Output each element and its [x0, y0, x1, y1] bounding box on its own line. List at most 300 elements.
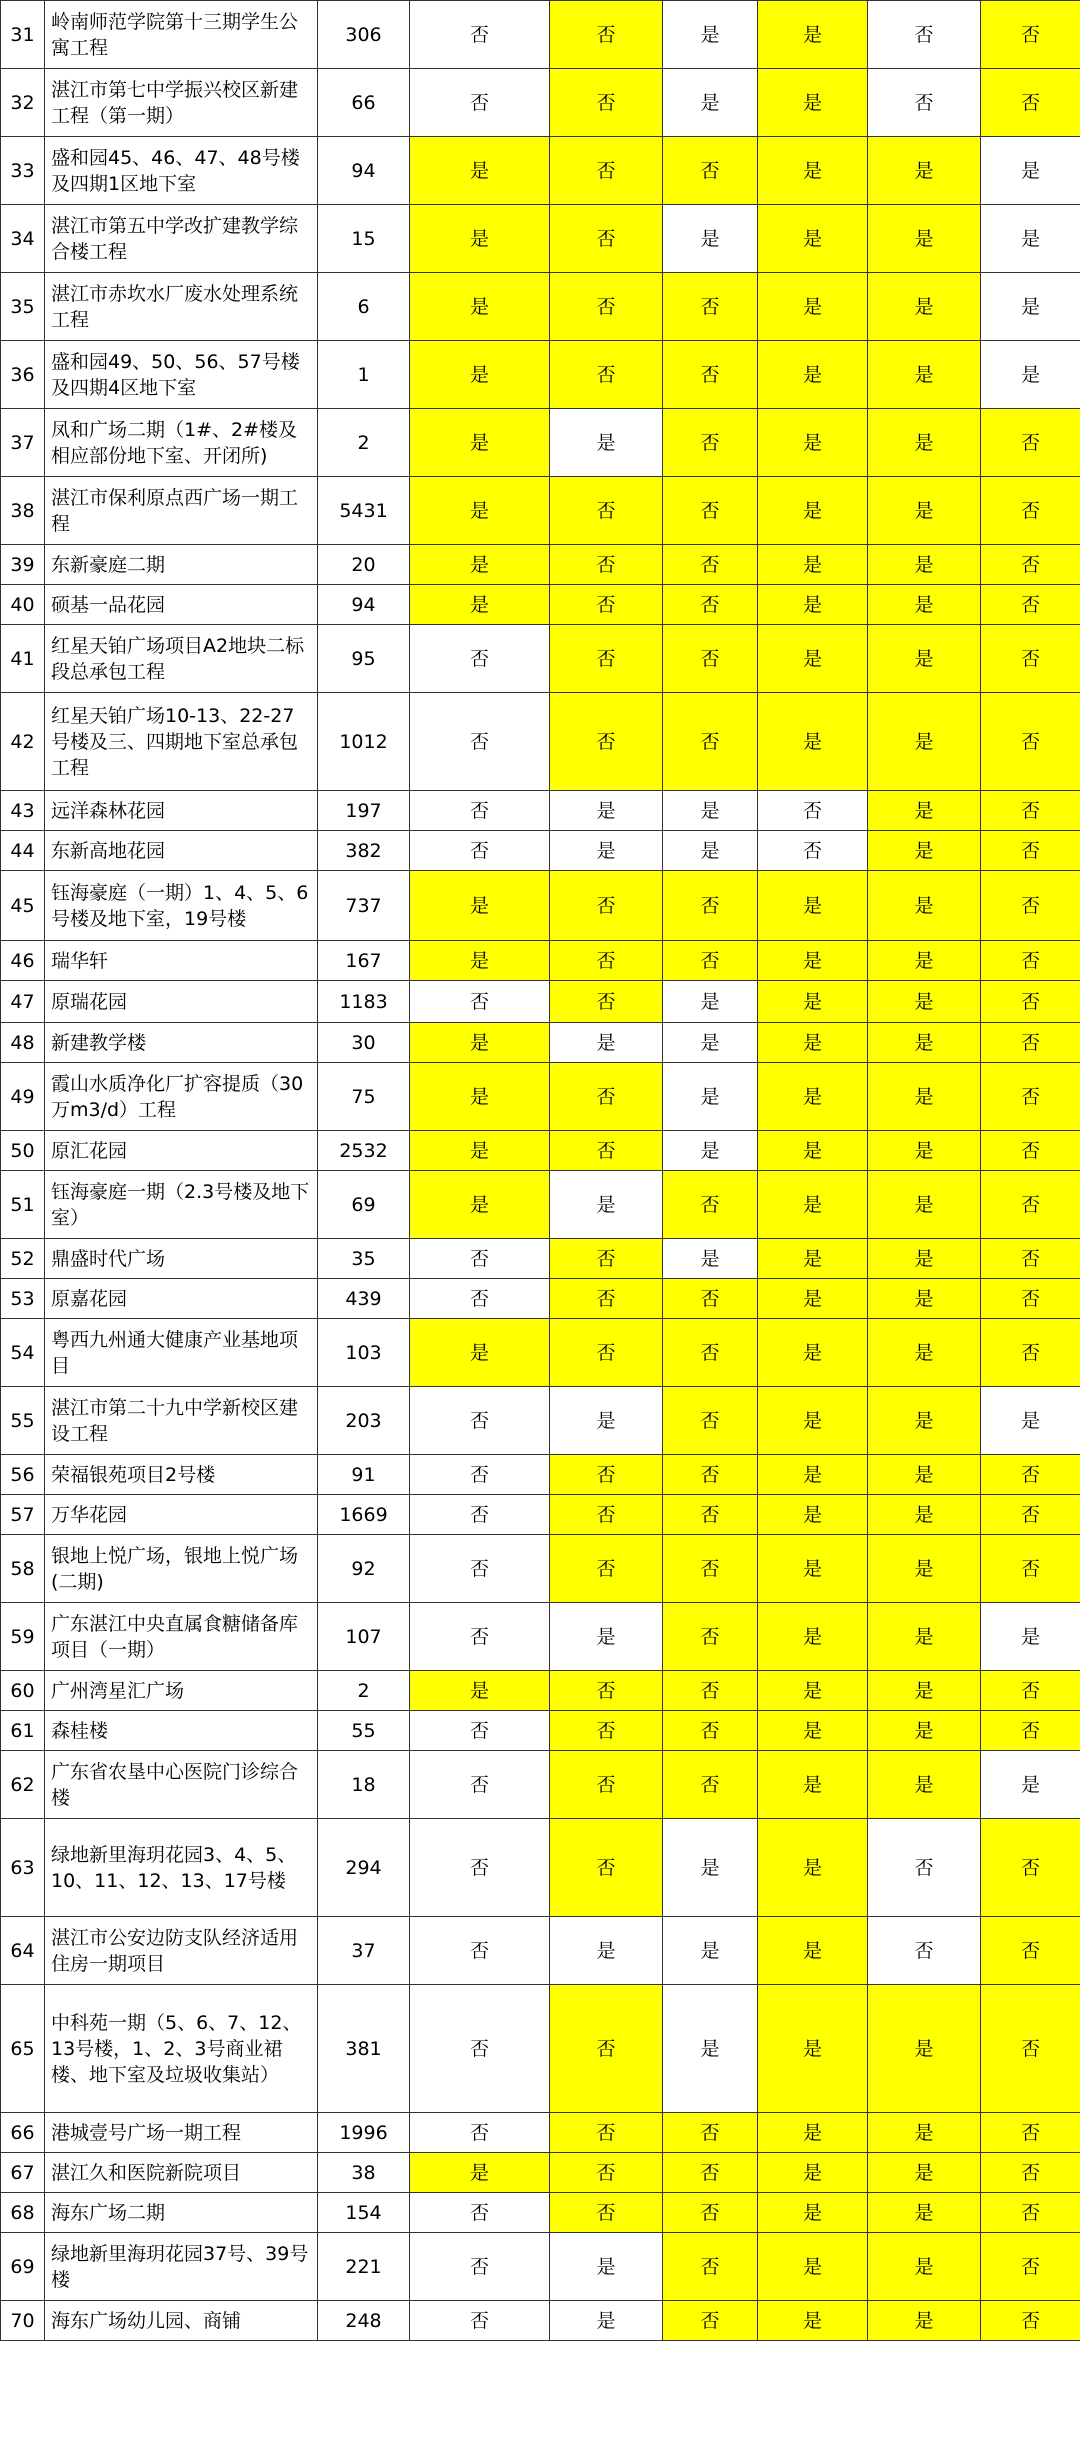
row-number-cell: 33 — [1, 137, 45, 205]
flag-cell: 否 — [410, 693, 550, 791]
row-number-cell: 34 — [1, 205, 45, 273]
flag-cell: 是 — [550, 1387, 663, 1455]
flag-cell: 否 — [981, 1711, 1080, 1751]
flag-cell: 否 — [550, 871, 663, 941]
flag-cell: 否 — [981, 1131, 1080, 1171]
flag-cell: 是 — [758, 1455, 868, 1495]
flag-cell: 否 — [410, 1819, 550, 1917]
flag-cell: 否 — [550, 1495, 663, 1535]
flag-cell: 是 — [868, 137, 981, 205]
flag-cell: 是 — [868, 205, 981, 273]
flag-cell: 否 — [868, 1917, 981, 1985]
flag-cell: 是 — [410, 2153, 550, 2193]
flag-cell: 否 — [410, 981, 550, 1023]
count-cell: 382 — [318, 831, 410, 871]
flag-cell: 否 — [981, 1239, 1080, 1279]
project-name-cell: 凤和广场二期（1#、2#楼及相应部份地下室、开闭所) — [45, 409, 318, 477]
count-cell: 381 — [318, 1985, 410, 2113]
table-row — [1, 791, 1080, 831]
flag-cell: 是 — [758, 1917, 868, 1985]
table-row — [1, 941, 1080, 981]
project-name-cell: 新建教学楼 — [45, 1023, 318, 1063]
flag-cell: 否 — [410, 2113, 550, 2153]
project-name-cell: 远洋森林花园 — [45, 791, 318, 831]
flag-cell: 是 — [758, 2153, 868, 2193]
flag-cell: 是 — [410, 585, 550, 625]
flag-cell: 是 — [410, 545, 550, 585]
flag-cell: 否 — [550, 2113, 663, 2153]
table-row — [1, 585, 1080, 625]
flag-cell: 是 — [663, 1063, 758, 1131]
flag-cell: 是 — [758, 1279, 868, 1319]
flag-cell: 是 — [758, 871, 868, 941]
flag-cell: 是 — [868, 1279, 981, 1319]
count-cell: 1183 — [318, 981, 410, 1023]
count-cell: 107 — [318, 1603, 410, 1671]
count-cell: 35 — [318, 1239, 410, 1279]
table-row — [1, 409, 1080, 477]
row-number-cell: 57 — [1, 1495, 45, 1535]
table-row — [1, 981, 1080, 1023]
flag-cell: 否 — [663, 1387, 758, 1455]
row-number-cell: 36 — [1, 341, 45, 409]
flag-cell: 是 — [550, 831, 663, 871]
count-cell: 55 — [318, 1711, 410, 1751]
table-row — [1, 1319, 1080, 1387]
flag-cell: 否 — [410, 1495, 550, 1535]
flag-cell: 否 — [550, 2193, 663, 2233]
flag-cell: 否 — [981, 1023, 1080, 1063]
row-number-cell: 67 — [1, 2153, 45, 2193]
table-row — [1, 1819, 1080, 1917]
flag-cell: 是 — [410, 1063, 550, 1131]
flag-cell: 否 — [663, 1671, 758, 1711]
row-number-cell: 41 — [1, 625, 45, 693]
flag-cell: 否 — [981, 831, 1080, 871]
project-name-cell: 湛江市第七中学振兴校区新建工程（第一期） — [45, 69, 318, 137]
project-name-cell: 万华花园 — [45, 1495, 318, 1535]
flag-cell: 否 — [663, 137, 758, 205]
table-row — [1, 831, 1080, 871]
flag-cell: 是 — [410, 1131, 550, 1171]
flag-cell: 是 — [868, 1535, 981, 1603]
project-name-cell: 硕基一品花园 — [45, 585, 318, 625]
flag-cell: 是 — [758, 1063, 868, 1131]
flag-cell: 否 — [550, 1751, 663, 1819]
flag-cell: 否 — [981, 941, 1080, 981]
flag-cell: 是 — [758, 1131, 868, 1171]
flag-cell: 否 — [663, 1711, 758, 1751]
row-number-cell: 42 — [1, 693, 45, 791]
flag-cell: 否 — [663, 693, 758, 791]
flag-cell: 否 — [410, 1535, 550, 1603]
table-row — [1, 1387, 1080, 1455]
row-number-cell: 49 — [1, 1063, 45, 1131]
flag-cell: 是 — [410, 205, 550, 273]
flag-cell: 否 — [550, 1671, 663, 1711]
count-cell: 94 — [318, 137, 410, 205]
flag-cell: 是 — [758, 1711, 868, 1751]
count-cell: 221 — [318, 2233, 410, 2301]
flag-cell: 是 — [868, 1171, 981, 1239]
flag-cell: 否 — [410, 2193, 550, 2233]
row-number-cell: 70 — [1, 2301, 45, 2341]
project-name-cell: 钰海豪庭（一期）1、4、5、6号楼及地下室，19号楼 — [45, 871, 318, 941]
flag-cell: 是 — [663, 981, 758, 1023]
count-cell: 95 — [318, 625, 410, 693]
flag-cell: 否 — [550, 1131, 663, 1171]
project-name-cell: 鼎盛时代广场 — [45, 1239, 318, 1279]
project-name-cell: 湛江久和医院新院项目 — [45, 2153, 318, 2193]
project-name-cell: 海东广场二期 — [45, 2193, 318, 2233]
flag-cell: 是 — [758, 2301, 868, 2341]
flag-cell: 是 — [550, 2233, 663, 2301]
flag-cell: 是 — [663, 1131, 758, 1171]
row-number-cell: 38 — [1, 477, 45, 545]
flag-cell: 否 — [550, 1319, 663, 1387]
count-cell: 737 — [318, 871, 410, 941]
flag-cell: 是 — [868, 273, 981, 341]
row-number-cell: 40 — [1, 585, 45, 625]
count-cell: 294 — [318, 1819, 410, 1917]
flag-cell: 否 — [550, 545, 663, 585]
project-name-cell: 湛江市保利原点西广场一期工程 — [45, 477, 318, 545]
project-name-cell: 湛江市赤坎水厂废水处理系统工程 — [45, 273, 318, 341]
flag-cell: 否 — [410, 1751, 550, 1819]
flag-cell: 是 — [868, 1131, 981, 1171]
flag-cell: 是 — [868, 1671, 981, 1711]
flag-cell: 是 — [758, 1751, 868, 1819]
count-cell: 18 — [318, 1751, 410, 1819]
flag-cell: 否 — [981, 1319, 1080, 1387]
flag-cell: 是 — [758, 1319, 868, 1387]
table-row — [1, 1239, 1080, 1279]
row-number-cell: 35 — [1, 273, 45, 341]
flag-cell: 否 — [410, 1, 550, 69]
table-row — [1, 1985, 1080, 2113]
flag-cell: 是 — [758, 1171, 868, 1239]
flag-cell: 是 — [410, 409, 550, 477]
flag-cell: 是 — [868, 2113, 981, 2153]
project-name-cell: 原瑞花园 — [45, 981, 318, 1023]
row-number-cell: 52 — [1, 1239, 45, 1279]
flag-cell: 否 — [550, 981, 663, 1023]
flag-cell: 否 — [663, 2193, 758, 2233]
project-name-cell: 中科苑一期（5、6、7、12、13号楼，1、2、3号商业裙楼、地下室及垃圾收集站） — [45, 1985, 318, 2113]
flag-cell: 是 — [868, 693, 981, 791]
flag-cell: 否 — [550, 1711, 663, 1751]
table-row — [1, 1171, 1080, 1239]
flag-cell: 是 — [758, 1, 868, 69]
flag-cell: 是 — [868, 791, 981, 831]
table-row — [1, 1751, 1080, 1819]
flag-cell: 否 — [410, 1985, 550, 2113]
flag-cell: 是 — [758, 69, 868, 137]
flag-cell: 否 — [410, 791, 550, 831]
flag-cell: 是 — [981, 205, 1080, 273]
project-name-cell: 盛和园49、50、56、57号楼及四期4区地下室 — [45, 341, 318, 409]
flag-cell: 否 — [981, 1819, 1080, 1917]
project-name-cell: 广州湾星汇广场 — [45, 1671, 318, 1711]
row-number-cell: 68 — [1, 2193, 45, 2233]
flag-cell: 是 — [868, 625, 981, 693]
project-name-cell: 东新豪庭二期 — [45, 545, 318, 585]
flag-cell: 是 — [868, 1455, 981, 1495]
row-number-cell: 62 — [1, 1751, 45, 1819]
table-row — [1, 1279, 1080, 1319]
flag-cell: 否 — [981, 477, 1080, 545]
flag-cell: 是 — [410, 1671, 550, 1711]
flag-cell: 否 — [663, 1495, 758, 1535]
row-number-cell: 63 — [1, 1819, 45, 1917]
flag-cell: 是 — [868, 2233, 981, 2301]
table-row — [1, 205, 1080, 273]
project-name-cell: 岭南师范学院第十三期学生公寓工程 — [45, 1, 318, 69]
table-row — [1, 545, 1080, 585]
flag-cell: 否 — [981, 1495, 1080, 1535]
project-name-cell: 港城壹号广场一期工程 — [45, 2113, 318, 2153]
flag-cell: 是 — [868, 1603, 981, 1671]
flag-cell: 否 — [410, 625, 550, 693]
flag-cell: 否 — [663, 1751, 758, 1819]
row-number-cell: 50 — [1, 1131, 45, 1171]
table-row — [1, 69, 1080, 137]
flag-cell: 是 — [550, 791, 663, 831]
flag-cell: 否 — [981, 1985, 1080, 2113]
flag-cell: 是 — [981, 341, 1080, 409]
flag-cell: 是 — [758, 477, 868, 545]
flag-cell: 是 — [758, 693, 868, 791]
flag-cell: 否 — [550, 1985, 663, 2113]
row-number-cell: 58 — [1, 1535, 45, 1603]
row-number-cell: 45 — [1, 871, 45, 941]
table-row — [1, 1917, 1080, 1985]
flag-cell: 是 — [868, 981, 981, 1023]
table-row — [1, 871, 1080, 941]
flag-cell: 是 — [663, 205, 758, 273]
flag-cell: 否 — [981, 2193, 1080, 2233]
table-row — [1, 1535, 1080, 1603]
flag-cell: 是 — [868, 585, 981, 625]
flag-cell: 是 — [550, 2301, 663, 2341]
flag-cell: 是 — [758, 1495, 868, 1535]
table-row — [1, 693, 1080, 791]
flag-cell: 否 — [550, 585, 663, 625]
flag-cell: 否 — [981, 981, 1080, 1023]
flag-cell: 是 — [410, 941, 550, 981]
flag-cell: 是 — [410, 871, 550, 941]
flag-cell: 是 — [758, 941, 868, 981]
count-cell: 66 — [318, 69, 410, 137]
flag-cell: 否 — [663, 1603, 758, 1671]
project-name-cell: 绿地新里海玥花园37号、39号楼 — [45, 2233, 318, 2301]
project-name-cell: 钰海豪庭一期（2.3号楼及地下室） — [45, 1171, 318, 1239]
flag-cell: 否 — [981, 409, 1080, 477]
flag-cell: 是 — [868, 831, 981, 871]
count-cell: 203 — [318, 1387, 410, 1455]
count-cell: 2532 — [318, 1131, 410, 1171]
count-cell: 103 — [318, 1319, 410, 1387]
project-name-cell: 荣福银苑项目2号楼 — [45, 1455, 318, 1495]
flag-cell: 是 — [550, 1171, 663, 1239]
flag-cell: 是 — [663, 1023, 758, 1063]
flag-cell: 是 — [758, 2193, 868, 2233]
flag-cell: 是 — [758, 2233, 868, 2301]
flag-cell: 否 — [550, 693, 663, 791]
table-row — [1, 2153, 1080, 2193]
count-cell: 1669 — [318, 1495, 410, 1535]
flag-cell: 是 — [758, 585, 868, 625]
flag-cell: 是 — [981, 1751, 1080, 1819]
flag-cell: 否 — [550, 1819, 663, 1917]
row-number-cell: 55 — [1, 1387, 45, 1455]
flag-cell: 否 — [550, 1535, 663, 1603]
project-name-cell: 湛江市公安边防支队经济适用住房一期项目 — [45, 1917, 318, 1985]
flag-cell: 否 — [663, 1455, 758, 1495]
flag-cell: 是 — [868, 2193, 981, 2233]
flag-cell: 否 — [550, 625, 663, 693]
project-name-cell: 广东湛江中央直属食糖储备库项目（一期） — [45, 1603, 318, 1671]
flag-cell: 否 — [550, 2153, 663, 2193]
count-cell: 37 — [318, 1917, 410, 1985]
flag-cell: 否 — [868, 69, 981, 137]
flag-cell: 否 — [550, 941, 663, 981]
flag-cell: 否 — [550, 1455, 663, 1495]
flag-cell: 否 — [981, 1279, 1080, 1319]
flag-cell: 是 — [550, 409, 663, 477]
flag-cell: 否 — [663, 871, 758, 941]
table-row — [1, 273, 1080, 341]
project-name-cell: 原汇花园 — [45, 1131, 318, 1171]
flag-cell: 是 — [410, 1319, 550, 1387]
flag-cell: 否 — [410, 1279, 550, 1319]
flag-cell: 否 — [981, 693, 1080, 791]
flag-cell: 否 — [758, 791, 868, 831]
flag-cell: 否 — [981, 1, 1080, 69]
flag-cell: 否 — [981, 1535, 1080, 1603]
flag-cell: 是 — [410, 137, 550, 205]
flag-cell: 是 — [868, 1319, 981, 1387]
count-cell: 15 — [318, 205, 410, 273]
flag-cell: 是 — [663, 1819, 758, 1917]
flag-cell: 是 — [758, 1819, 868, 1917]
table-row — [1, 1063, 1080, 1131]
table-row — [1, 625, 1080, 693]
count-cell: 2 — [318, 409, 410, 477]
flag-cell: 是 — [758, 981, 868, 1023]
flag-cell: 是 — [758, 2113, 868, 2153]
flag-cell: 是 — [758, 1603, 868, 1671]
flag-cell: 否 — [663, 545, 758, 585]
flag-cell: 否 — [410, 1239, 550, 1279]
flag-cell: 是 — [758, 341, 868, 409]
flag-cell: 是 — [758, 1985, 868, 2113]
flag-cell: 是 — [758, 1023, 868, 1063]
table-row — [1, 2301, 1080, 2341]
project-name-cell: 银地上悦广场，银地上悦广场(二期) — [45, 1535, 318, 1603]
table-row — [1, 1455, 1080, 1495]
count-cell: 197 — [318, 791, 410, 831]
flag-cell: 否 — [758, 831, 868, 871]
flag-cell: 是 — [981, 137, 1080, 205]
flag-cell: 是 — [868, 341, 981, 409]
flag-cell: 否 — [550, 1, 663, 69]
row-number-cell: 54 — [1, 1319, 45, 1387]
flag-cell: 是 — [868, 1387, 981, 1455]
count-cell: 38 — [318, 2153, 410, 2193]
flag-cell: 是 — [868, 2153, 981, 2193]
table-row — [1, 1131, 1080, 1171]
table-row — [1, 341, 1080, 409]
flag-cell: 是 — [410, 273, 550, 341]
flag-cell: 是 — [868, 1985, 981, 2113]
flag-cell: 是 — [758, 1239, 868, 1279]
flag-cell: 是 — [868, 1063, 981, 1131]
flag-cell: 是 — [758, 137, 868, 205]
flag-cell: 否 — [550, 137, 663, 205]
flag-cell: 是 — [868, 871, 981, 941]
flag-cell: 否 — [663, 2233, 758, 2301]
project-name-cell: 广东省农垦中心医院门诊综合楼 — [45, 1751, 318, 1819]
table-row — [1, 1023, 1080, 1063]
count-cell: 306 — [318, 1, 410, 69]
row-number-cell: 48 — [1, 1023, 45, 1063]
project-name-cell: 原嘉花园 — [45, 1279, 318, 1319]
row-number-cell: 44 — [1, 831, 45, 871]
flag-cell: 否 — [663, 1171, 758, 1239]
project-name-cell: 红星天铂广场10-13、22-27号楼及三、四期地下室总承包工程 — [45, 693, 318, 791]
flag-cell: 否 — [663, 2153, 758, 2193]
flag-cell: 否 — [663, 585, 758, 625]
flag-cell: 是 — [758, 409, 868, 477]
count-cell: 439 — [318, 1279, 410, 1319]
row-number-cell: 47 — [1, 981, 45, 1023]
flag-cell: 否 — [868, 1819, 981, 1917]
count-cell: 1012 — [318, 693, 410, 791]
row-number-cell: 39 — [1, 545, 45, 585]
flag-cell: 否 — [981, 2301, 1080, 2341]
flag-cell: 否 — [663, 1319, 758, 1387]
row-number-cell: 43 — [1, 791, 45, 831]
flag-cell: 否 — [663, 1535, 758, 1603]
flag-cell: 否 — [410, 1387, 550, 1455]
flag-cell: 否 — [550, 1239, 663, 1279]
flag-cell: 否 — [981, 871, 1080, 941]
project-name-cell: 湛江市第五中学改扩建教学综合楼工程 — [45, 205, 318, 273]
count-cell: 248 — [318, 2301, 410, 2341]
project-name-cell: 霞山水质净化厂扩容提质（30万m3/d）工程 — [45, 1063, 318, 1131]
flag-cell: 否 — [981, 1455, 1080, 1495]
flag-cell: 否 — [410, 69, 550, 137]
flag-cell: 是 — [550, 1603, 663, 1671]
project-name-cell: 海东广场幼儿园、商铺 — [45, 2301, 318, 2341]
flag-cell: 否 — [550, 1063, 663, 1131]
flag-cell: 否 — [663, 341, 758, 409]
count-cell: 2 — [318, 1671, 410, 1711]
flag-cell: 是 — [758, 205, 868, 273]
flag-cell: 否 — [868, 1, 981, 69]
flag-cell: 否 — [410, 831, 550, 871]
count-cell: 69 — [318, 1171, 410, 1239]
count-cell: 91 — [318, 1455, 410, 1495]
count-cell: 6 — [318, 273, 410, 341]
flag-cell: 否 — [663, 2113, 758, 2153]
project-name-cell: 森桂楼 — [45, 1711, 318, 1751]
row-number-cell: 51 — [1, 1171, 45, 1239]
count-cell: 75 — [318, 1063, 410, 1131]
flag-cell: 否 — [410, 1917, 550, 1985]
table-row — [1, 1603, 1080, 1671]
